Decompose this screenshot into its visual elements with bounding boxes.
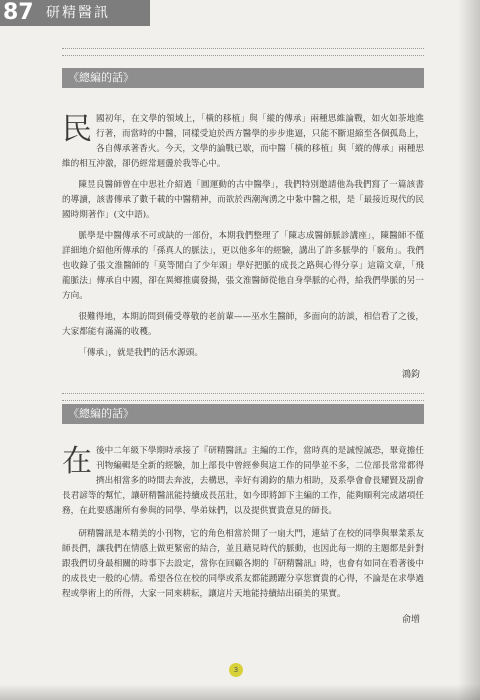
signature: 鴻鈞 — [401, 370, 420, 380]
section-tag: 《總編的話》 — [62, 68, 424, 88]
page-number: 87 — [3, 0, 34, 25]
paragraph-2: 陳昱良醫師曾在中思社介紹過「圓運動的古中醫學」，我們特別邀請他為我們寫了一篇該書的導讀，該書傳承了數千載的中醫精神，而欲於西潮洶湧之中紮中醫之根，是「最接近現代的民國時期著作」(文中語)。 — [62, 180, 424, 220]
paragraph-3: 脈學是中醫傳承不可或缺的一部份，本期我們整理了「陳志成醫師脈診講座」，陳醫師不僅詳細地介紹他所傳承的「孫真人的脈法」，更以他多年的經驗，講出了許多脈學的「竅角」。我們也收錄了張文淮醫師的「莫等閒白了少年頭」學好把脈的成長之路與心得分享」這篇文章，「飛龍脈法」傳承自中國，卻在異鄉推廣發揚，張文淮醫師從他自身學脈的心得，給我們學脈的另一方向。 — [62, 231, 424, 301]
paragraph-4: 很難得地，本期訪問到備受尊敬的老前輩——巫水生醫師，多面向的訪談，相信看了之後，大家都能有滿滿的收穫。 — [62, 312, 424, 337]
section-tag: 《總編的話》 — [62, 404, 424, 424]
paragraph-2: 研精醫訊是本精美的小刊物，它的角色相當於開了一扇大門，連結了在校的同學與畢業系友師長們，讓我們在情感上做更緊密的結合，並且藉見時代的脈動，也因此每一期的主題都是針對跟我們切身最相關的時事下去設定，當你在回顧各期的『研精醫訊』時，也會有如同在看著後中的成長史一般的心情。希望各位在校的同學或系友都能踴躍分享您寶貴的心得，不論是在求學過程或學術上的所得，大家一同來耕耘，讓這片天地能持續結出碩美的果實。 — [62, 529, 424, 599]
magazine-title: 研精醫訊 — [46, 5, 110, 21]
editor-note-section-2 — [62, 404, 424, 625]
dropcap: 民 — [62, 112, 92, 147]
paragraph-1: 民國初年，在文學的領域上，「橫的移植」與「縱的傳承」兩種思維論戰，如火如荼地進行著，而當時的中醫，同樣受迫於西方醫學的步步進逼，只能不斷退縮至各個孤島上，各自傳承著香火。今天，文學的論戰已歇，而中醫「橫的移植」與「縱的傳承」兩種思維的相互沖激，卻仍經常迴盪於我等心中。 — [62, 112, 424, 169]
top-divider — [62, 48, 424, 56]
paragraph-5: 「傳承」，就是我們的活水源頭。 — [78, 348, 203, 358]
middle-divider — [62, 393, 424, 401]
page-marker: 3 — [229, 663, 243, 677]
signature: 俞增 — [401, 615, 420, 625]
paragraph-1: 在後中二年級下學期時承接了『研精醫訊』主編的工作，當時真的是誠惶誠恐，畢竟擔任刊物編輯是全新的經驗，加上部長中曾經參與這工作的同學並不多，二位部長常常都得擠出相當多的時間去奔波，去構思，幸好有鴻鈞的鼎力相助，及系學會會長耀賢及副會長君諺等的幫忙，讓研精醫訊能持續成長茁壯，如今即將卸下主編的工作，能夠順利完成諸項任務，在此要感謝所有參與的同學、學弟妹們，以及提供實貴意見的師長。 — [62, 444, 424, 516]
page-edge-shadow — [458, 0, 480, 700]
header-bar — [0, 0, 150, 26]
bottom-edge-shadow — [0, 684, 480, 700]
editor-note-section-1 — [62, 68, 424, 380]
dropcap: 在 — [62, 444, 92, 479]
